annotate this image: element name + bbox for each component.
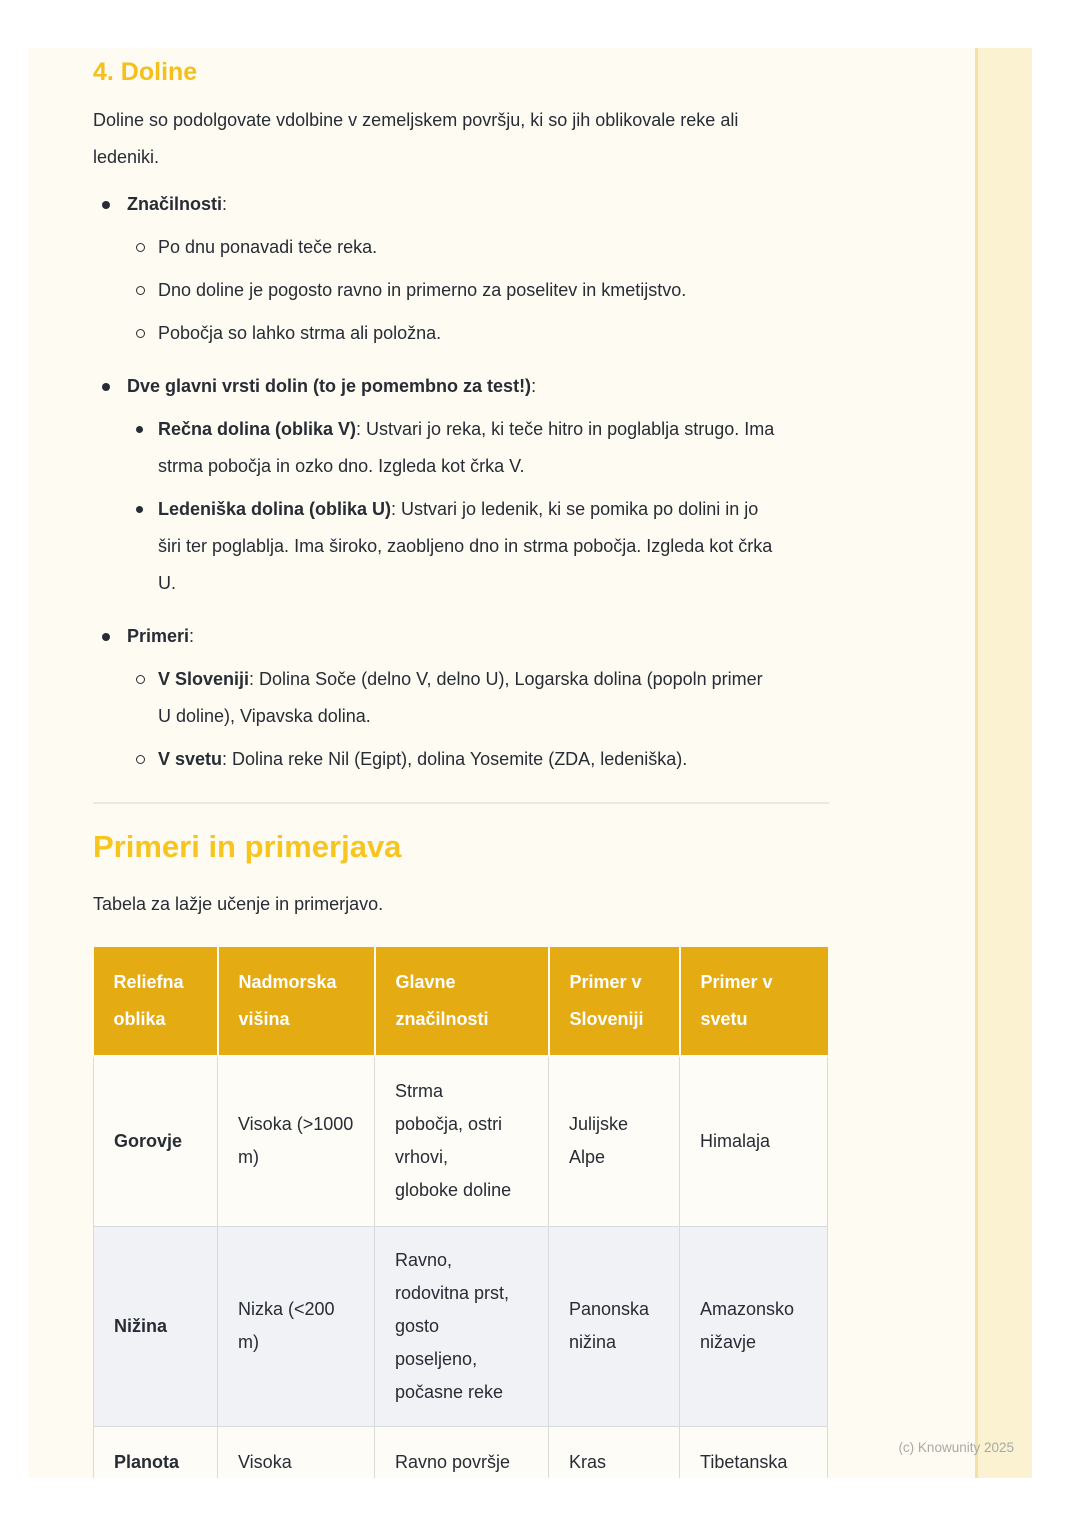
list-item-vrste-dolin: [93, 368, 833, 602]
section-divider: [93, 802, 829, 804]
table-header-cell: Primer v svetu: [680, 947, 828, 1056]
intro-paragraph: Doline so podolgovate vdolbine v zemeljskem površju, ki so jih oblikovale reke ali ledeniki.: [93, 110, 739, 167]
list-item-v-sloveniji: [127, 661, 775, 735]
table-cell: Amazonsko nižavje: [680, 1226, 828, 1426]
circle-bullet-icon: [136, 675, 145, 684]
table-cell: Panonska nižina: [549, 1226, 680, 1426]
table-cell: Kras: [549, 1426, 680, 1478]
table-intro-paragraph: Tabela za lažje učenje in primerjavo.: [93, 894, 384, 914]
list-item-v-svetu: [127, 741, 775, 778]
table-header-cell: Glavne značilnosti: [375, 947, 549, 1056]
list-item-text: : Dolina Soče (delno V, delno U), Logarska dolina (popoln primer U doline), Vipavska dolina.: [158, 669, 763, 726]
table-cell: Visoka (>1000 m): [218, 1056, 375, 1226]
page-margin-strip: [975, 48, 1032, 1478]
table-row-planota: [94, 1426, 828, 1478]
table-cell: Nizka (<200 m): [218, 1226, 375, 1426]
list-item-colon: :: [531, 376, 537, 396]
list-item-primeri: [93, 618, 833, 778]
section-heading-primerjava: Primeri in primerjava: [93, 829, 402, 864]
list-item-label: Značilnosti: [127, 194, 223, 214]
circle-bullet-icon: [136, 243, 145, 252]
sub-bullet-list: [127, 229, 833, 352]
list-item: [127, 315, 775, 352]
bullet-icon: [136, 426, 143, 433]
bullet-icon: [102, 201, 110, 209]
table-cell: Himalaja: [680, 1056, 828, 1226]
list-item-colon: :: [189, 626, 195, 646]
sub-bullet-list: [127, 661, 833, 778]
table-cell: Ravno površje: [375, 1426, 549, 1478]
page-content: [93, 48, 833, 1478]
circle-bullet-icon: [136, 286, 145, 295]
table-header-cell: Primer v Sloveniji: [549, 947, 680, 1056]
list-item-text: Pobočja so lahko strma ali položna.: [158, 323, 442, 343]
table-cell: Julijske Alpe: [549, 1056, 680, 1226]
circle-bullet-icon: [136, 329, 145, 338]
table-cell: Ravno, rodovitna prst, gosto poseljeno, počasne reke: [375, 1226, 549, 1426]
list-item-text: : Ustvari jo reka, ki teče hitro in poglablja strugo. Ima strma pobočja in ozko dno. Izgleda kot črka V.: [158, 419, 775, 476]
table-header-cell: Reliefna oblika: [94, 947, 218, 1056]
comparison-table: [93, 947, 828, 1478]
list-item-label: Dve glavni vrsti dolin (to je pomembno za test!): [127, 376, 532, 396]
table-header-cell: Nadmorska višina: [218, 947, 375, 1056]
table-header-row: [94, 947, 828, 1056]
list-item-text: Po dnu ponavadi teče reka.: [158, 237, 378, 257]
table-cell: Visoka: [218, 1426, 375, 1478]
table-cell: Gorovje: [94, 1056, 218, 1226]
list-item-label: Ledeniška dolina (oblika U): [158, 499, 392, 519]
list-item-recna-dolina: [127, 411, 775, 485]
bullet-icon: [136, 506, 143, 513]
list-item: [127, 272, 775, 309]
list-item-label: Primeri: [127, 626, 190, 646]
list-item-text: : Dolina reke Nil (Egipt), dolina Yosemite (ZDA, ledeniška).: [222, 749, 688, 769]
list-item: [127, 229, 775, 266]
table-cell: Strma pobočja, ostri vrhovi, globoke doline: [375, 1056, 549, 1226]
document-page: [28, 48, 1032, 1478]
list-item-text: : Ustvari jo ledenik, ki se pomika po dolini in jo širi ter poglablja. Ima široko, zaobljeno dno in strma pobočja. Izgleda kot črka U.: [158, 499, 773, 593]
list-item-ledeniska-dolina: [127, 491, 775, 602]
circle-bullet-icon: [136, 755, 145, 764]
list-item-znacilnosti: [93, 186, 833, 352]
bullet-list: [93, 186, 833, 778]
table-cell: Nižina: [94, 1226, 218, 1426]
list-item-colon: :: [222, 194, 228, 214]
list-item-text: Dno doline je pogosto ravno in primerno za poselitev in kmetijstvo.: [158, 280, 687, 300]
bullet-icon: [102, 383, 110, 391]
list-item-label: V svetu: [158, 749, 223, 769]
table-row-nizina: [94, 1226, 828, 1426]
list-item-label: Rečna dolina (oblika V): [158, 419, 357, 439]
bullet-icon: [102, 633, 110, 641]
section-heading-doline: 4. Doline: [93, 58, 198, 86]
table-row-gorovje: [94, 1056, 828, 1226]
sub-bullet-list: [127, 411, 833, 602]
table-cell: Planota: [94, 1426, 218, 1478]
table-cell: Tibetanska: [680, 1426, 828, 1478]
list-item-label: V Sloveniji: [158, 669, 250, 689]
copyright-watermark: (c) Knowunity 2025: [898, 1440, 1014, 1455]
